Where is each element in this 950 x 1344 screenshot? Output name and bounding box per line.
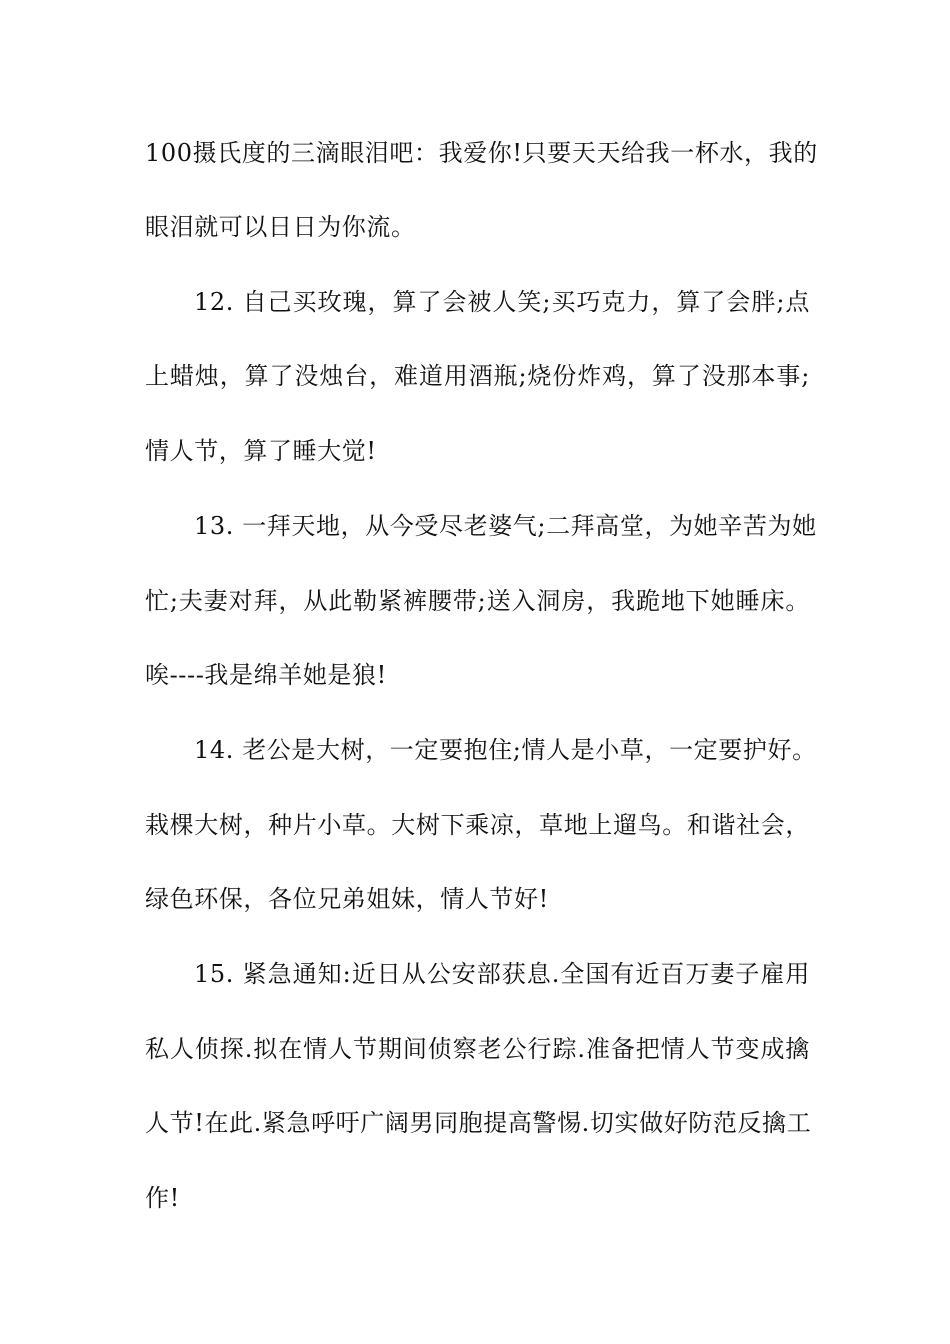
text-line: 100摄氏度的三滴眼泪吧：我爱你!只要天天给我一杯水，我的 [145, 139, 818, 167]
text-line: 绿色环保，各位兄弟姐妹，情人节好! [145, 885, 549, 913]
text-line: 作! [145, 1184, 180, 1212]
paragraph-13-start: 13. 一拜天地，从今受尽老婆气;二拜高堂，为她辛苦为她 [194, 512, 817, 540]
text-line: 私人侦探.拟在情人节期间侦察老公行踪.准备把情人节变成擒 [145, 1035, 810, 1063]
paragraph-12-start: 12. 自己买玫瑰，算了会被人笑;买巧克力，算了会胖;点 [194, 288, 810, 316]
paragraph-14-start: 14. 老公是大树，一定要抱住;情人是小草，一定要护好。 [194, 736, 817, 764]
text-line: 唉----我是绵羊她是狼! [145, 661, 387, 689]
text-line: 人节!在此.紧急呼吁广阔男同胞提高警惕.切实做好防范反擒工 [145, 1109, 812, 1137]
text-line: 忙;夫妻对拜，从此勒紧裤腰带;送入洞房，我跪地下她睡床。 [145, 587, 810, 615]
paragraph-15-start: 15. 紧急通知:近日从公安部获息.全国有近百万妻子雇用 [194, 960, 810, 988]
text-line: 眼泪就可以日日为你流。 [145, 213, 416, 241]
text-line: 情人节，算了睡大觉! [145, 437, 377, 465]
text-line: 上蜡烛，算了没烛台，难道用酒瓶;烧份炸鸡，算了没那本事; [145, 362, 810, 390]
text-line: 栽棵大树，种片小草。大树下乘凉，草地上遛鸟。和谐社会， [145, 811, 810, 839]
